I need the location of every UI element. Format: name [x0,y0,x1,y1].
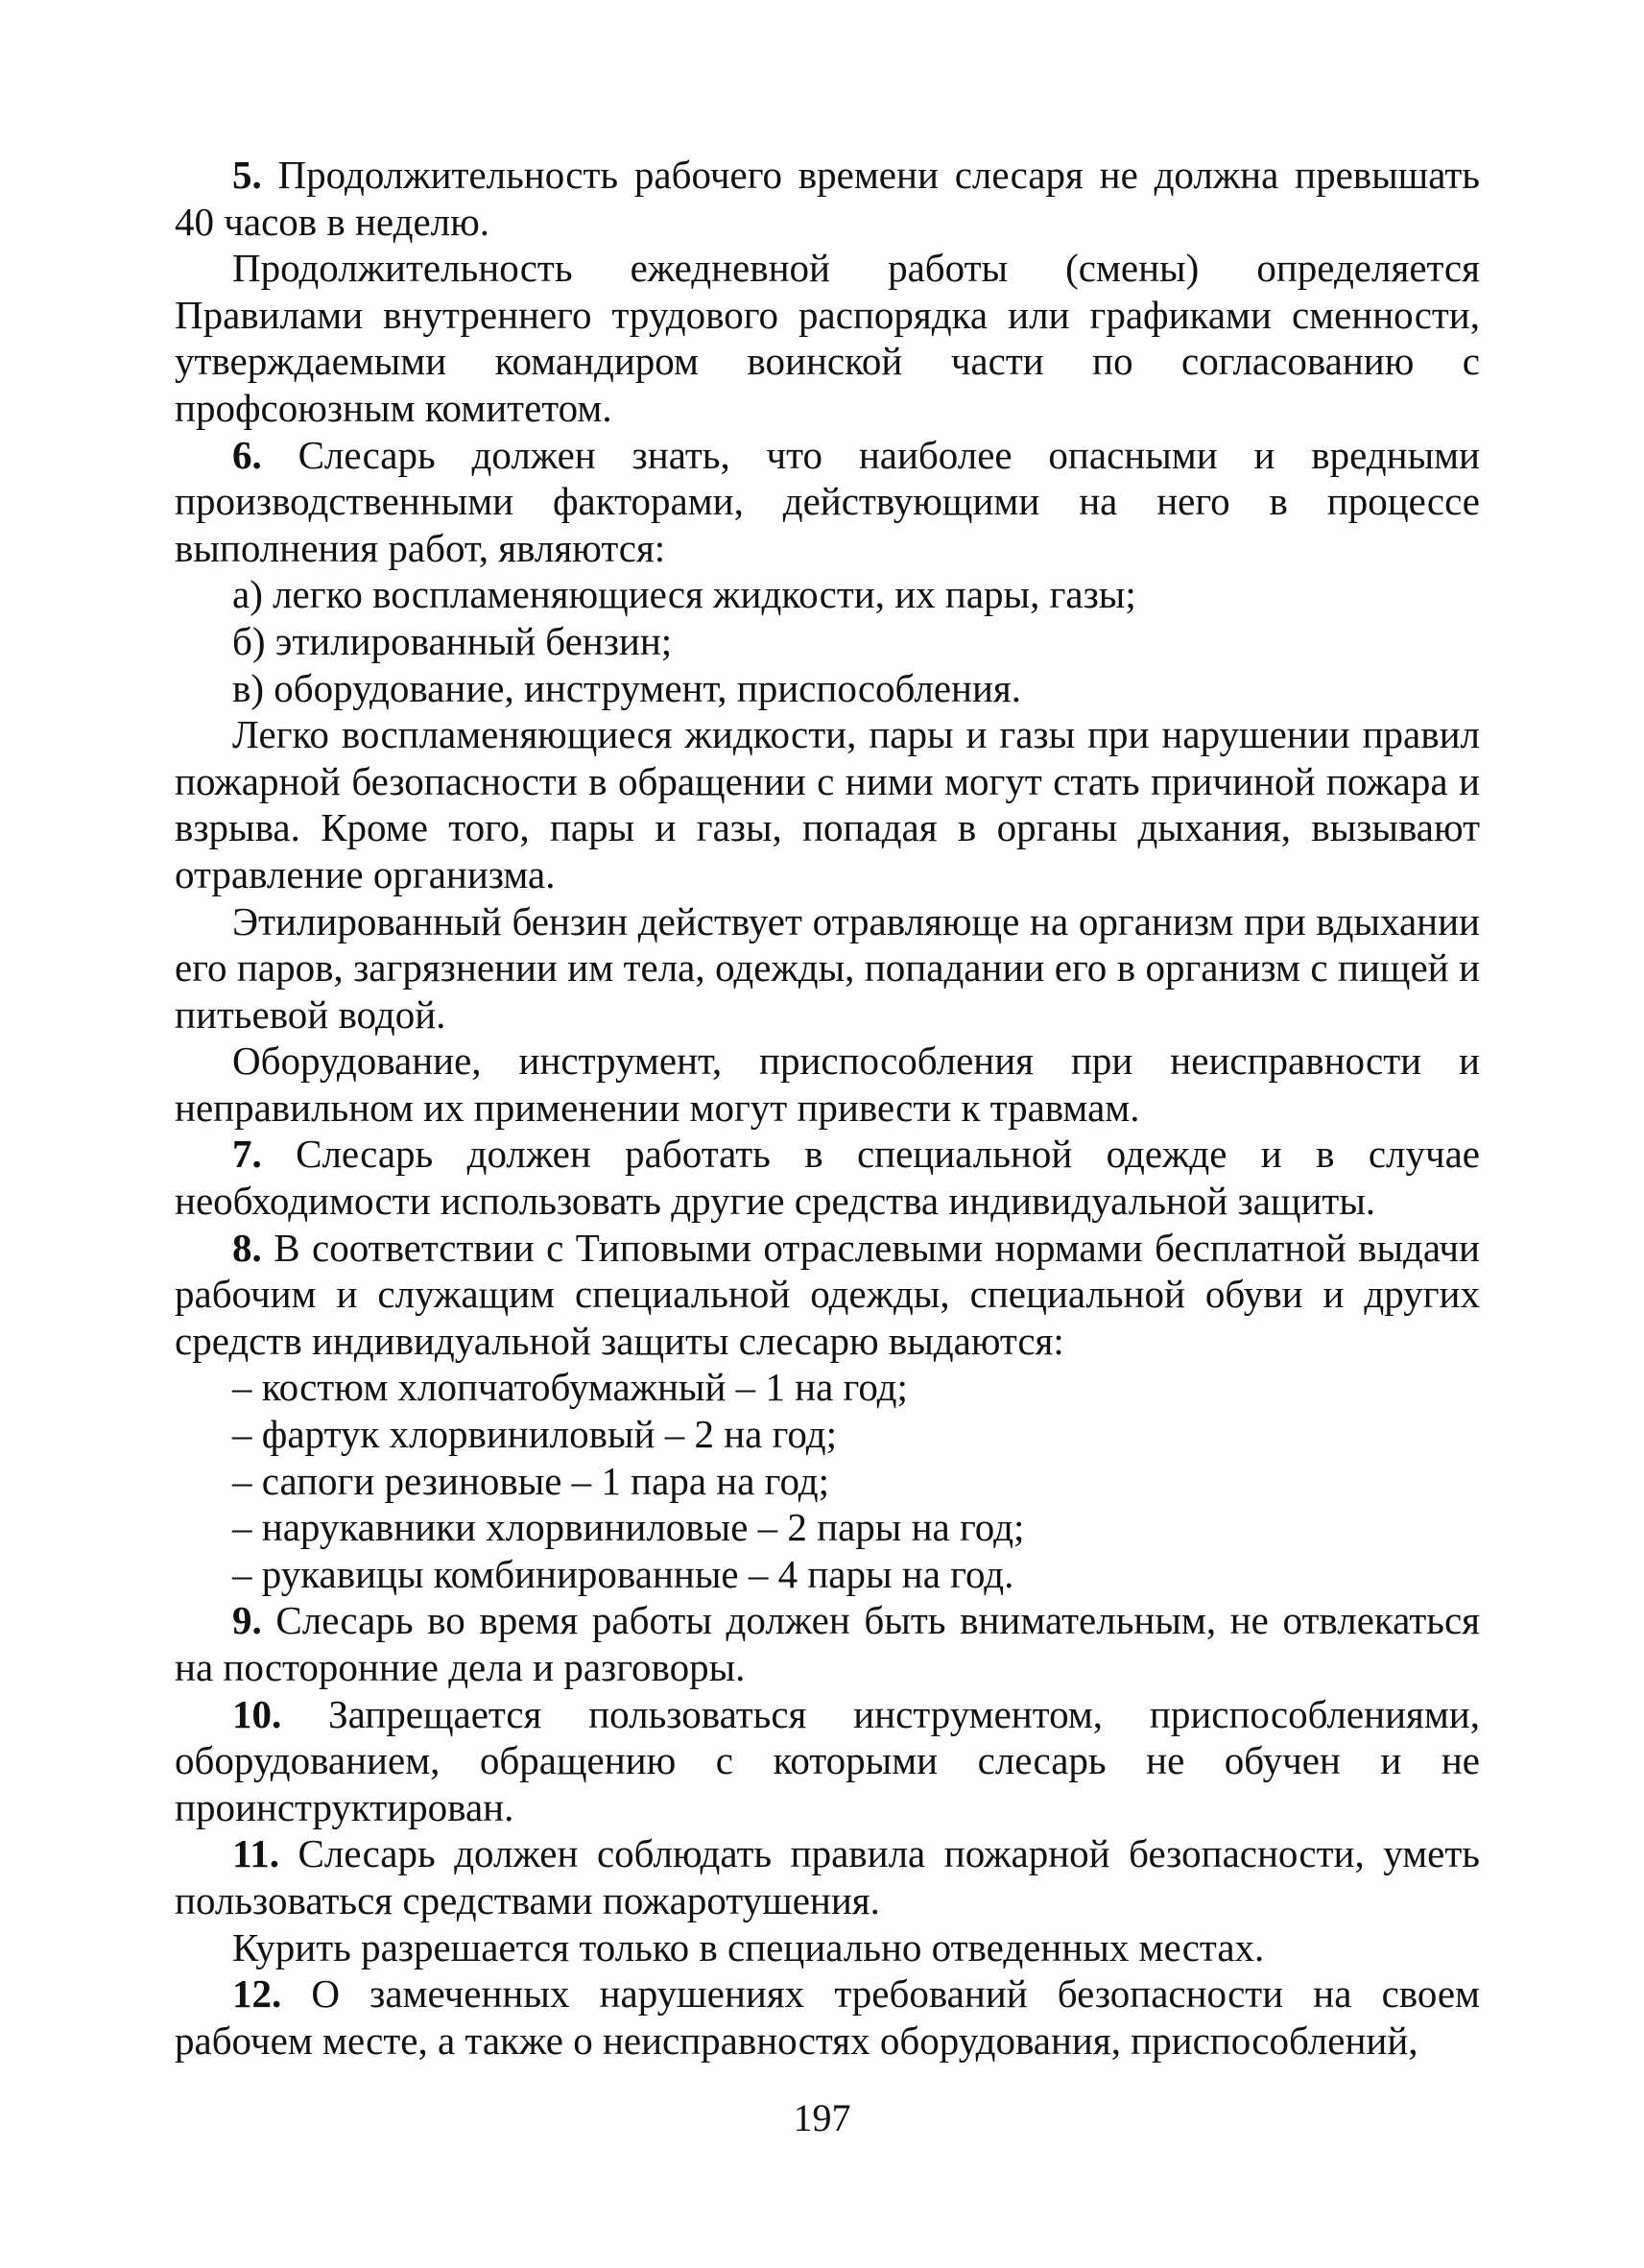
list-item-apron [175,1411,1480,1458]
paragraph-10 [175,1691,1480,1831]
list-item-text: в) оборудование, инструмент, приспособления. [232,665,1022,710]
paragraph-leaded-gasoline [175,898,1480,1039]
document-body [175,152,1480,2064]
list-item-text: – сапоги резиновые – 1 пара на год; [232,1458,830,1503]
paragraph-6 [175,432,1480,572]
paragraph-text: Курить разрешается только в специально отведенных местах. [232,1924,1265,1970]
paragraph-number: 10. [232,1691,282,1736]
list-item-b [175,618,1480,665]
list-item-a [175,571,1480,618]
paragraph-number: 5. [232,153,262,197]
paragraph-number: 12. [232,1971,282,2017]
paragraph-number: 6. [232,432,262,477]
paragraph-text: Этилированный бензин действует отравляюще на организм при вдыхании его паров, загрязнении им тела, одежды, попадании его в организм с пищей и питьевой водой. [175,898,1480,1037]
list-item-text: – нарукавники хлорвиниловые – 2 пары на год; [232,1505,1025,1550]
paragraph-12 [175,1970,1480,2064]
list-item-text: – костюм хлопчатобумажный – 1 на год; [232,1365,908,1410]
paragraph-number: 8. [232,1225,262,1270]
paragraph-9 [175,1597,1480,1690]
paragraph-5 [175,152,1480,245]
paragraph-text: Оборудование, инструмент, приспособления при неисправности и неправильном их применении могут привести к травмам. [175,1039,1480,1130]
paragraph-text: В соответствии с Типовыми отраслевыми нормами бесплатной выдачи рабочим и служащим специальной одежды, специальной обуви и других средств индивидуальной защиты слесарю выдаются: [175,1225,1480,1363]
paragraph-text: Слесарь должен соблюдать правила пожарной безопасности, уметь пользоваться средствами пожаротушения. [175,1831,1480,1922]
list-item-costume [175,1364,1480,1411]
paragraph-number: 7. [232,1132,262,1177]
list-item-text: б) этилированный бензин; [232,618,673,663]
paragraph-shift-duration [175,245,1480,431]
paragraph-text: Слесарь должен знать, что наиболее опасными и вредными производственными факторами, действующими на него в процессе выполнения работ, являются: [175,432,1480,570]
paragraph-equipment [175,1038,1480,1131]
paragraph-number: 11. [232,1831,279,1876]
list-item-v [175,665,1480,712]
paragraph-7 [175,1131,1480,1224]
page-number: 197 [793,2096,851,2139]
list-item-text: а) легко воспламеняющиеся жидкости, их пары, газы; [232,572,1136,617]
list-item-boots [175,1458,1480,1505]
paragraph-text: Легко воспламеняющиеся жидкости, пары и газы при нарушении правил пожарной безопасности в обращении с ними могут стать причиной пожара и взрыва. Кроме того, пары и газы, попадая в органы дыхания, вызывают отравление организма. [175,712,1480,896]
list-item-gloves [175,1551,1480,1598]
paragraph-8 [175,1225,1480,1365]
paragraph-text: Слесарь во время работы должен быть внимательным, не отвлекаться на посторонние дела и разговоры. [175,1598,1480,1689]
paragraph-number: 9. [232,1598,262,1643]
paragraph-flammable-liquids [175,711,1480,897]
list-item-text: – рукавицы комбинированные – 4 пары на год. [232,1551,1014,1596]
paragraph-text: Продолжительность рабочего времени слесаря не должна превышать 40 часов в неделю. [175,153,1480,244]
list-item-text: – фартук хлорвиниловый – 2 на год; [232,1412,837,1457]
paragraph-11 [175,1830,1480,1923]
paragraph-text: Запрещается пользоваться инструментом, приспособлениями, оборудованием, обращению с которыми слесарь не обучен и не проинструктирован. [175,1691,1480,1829]
paragraph-text: О замеченных нарушениях требований безопасности на своем рабочем месте, а также о неисправностях оборудования, приспособлений, [175,1971,1480,2063]
paragraph-text: Слесарь должен работать в специальной одежде и в случае необходимости использовать другие средства индивидуальной защиты. [175,1132,1480,1224]
paragraph-text: Продолжительность ежедневной работы (смены) определяется Правилами внутреннего трудового распорядка или графиками сменности, утверждаемыми командиром воинской части по согласованию с профсоюзным комитетом. [175,246,1480,430]
paragraph-smoking [175,1924,1480,1971]
list-item-sleeves [175,1504,1480,1551]
